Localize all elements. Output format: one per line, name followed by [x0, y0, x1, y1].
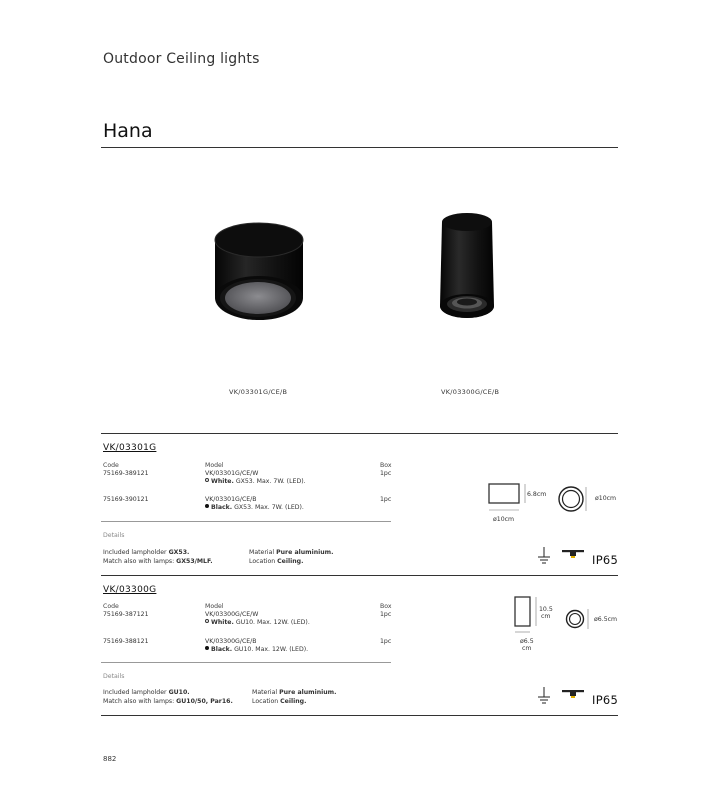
- ground-symbol-icon: [536, 686, 552, 704]
- row-spec: White. GX53. Max. 7W. (LED).: [205, 478, 306, 486]
- black-dot-icon: [205, 646, 209, 650]
- col-header-code: Code: [103, 603, 119, 610]
- row-model: VK/03300G/CE/B: [205, 638, 257, 645]
- row-code: 75169-387121: [103, 611, 149, 618]
- row-code: 75169-390121: [103, 496, 149, 503]
- col-header-box: Box: [380, 603, 392, 610]
- row-box: 1pc: [380, 470, 392, 477]
- dim-diameter: ø6.5cm: [594, 616, 618, 623]
- ip-rating: IP65: [592, 693, 619, 707]
- section-divider: [101, 575, 618, 576]
- col-header-box: Box: [380, 462, 392, 469]
- dim-height-unit: cm: [541, 613, 551, 620]
- table-divider: [101, 521, 391, 522]
- ground-symbol-icon: [536, 546, 552, 564]
- section-title: VK/03301G: [103, 443, 157, 453]
- product-image-vk03300g: [438, 210, 498, 325]
- dim-height: 6.8cm: [527, 491, 547, 498]
- section-divider: [101, 433, 618, 434]
- detail-lampholder: Included lampholder GX53.: [103, 549, 190, 556]
- product-image-vk03301g: [205, 218, 315, 328]
- row-spec: Black. GX53. Max. 7W. (LED).: [205, 504, 304, 512]
- white-dot-icon: [205, 478, 209, 482]
- details-label: Details: [103, 673, 125, 680]
- ceiling-mount-icon: [561, 688, 585, 702]
- detail-lamps: Match also with lamps: GX53/MLF.: [103, 558, 213, 565]
- ip-rating: IP65: [592, 553, 619, 567]
- category-title: Outdoor Ceiling lights: [103, 51, 260, 67]
- table-divider: [101, 662, 391, 663]
- row-code: 75169-389121: [103, 470, 149, 477]
- row-spec: White. GU10. Max. 12W. (LED).: [205, 619, 310, 627]
- section-divider: [101, 715, 618, 716]
- row-box: 1pc: [380, 638, 392, 645]
- product-title: Hana: [103, 120, 153, 142]
- details-label: Details: [103, 532, 125, 539]
- col-header-model: Model: [205, 603, 224, 610]
- row-model: VK/03301G/CE/W: [205, 470, 259, 477]
- dim-diameter: ø10cm: [595, 495, 617, 502]
- row-code: 75169-388121: [103, 638, 149, 645]
- image-label: VK/03301G/CE/B: [229, 388, 288, 396]
- title-divider: [101, 147, 618, 148]
- detail-location: Location Ceiling.: [249, 558, 304, 565]
- row-model: VK/03300G/CE/W: [205, 611, 259, 618]
- black-dot-icon: [205, 504, 209, 508]
- detail-location: Location Ceiling.: [252, 698, 307, 705]
- detail-lampholder: Included lampholder GU10.: [103, 689, 190, 696]
- page-number: 882: [103, 755, 117, 763]
- image-label: VK/03300G/CE/B: [441, 388, 500, 396]
- row-spec: Black. GU10. Max. 12W. (LED).: [205, 646, 308, 654]
- col-header-code: Code: [103, 462, 119, 469]
- section-title: VK/03300G: [103, 585, 157, 595]
- white-dot-icon: [205, 619, 209, 623]
- ceiling-mount-icon: [561, 548, 585, 562]
- row-model: VK/03301G/CE/B: [205, 496, 257, 503]
- detail-lamps: Match also with lamps: GU10/50, Par16.: [103, 698, 233, 705]
- dim-height: 10.5: [539, 606, 553, 613]
- dim-width-unit: cm: [522, 645, 532, 652]
- row-box: 1pc: [380, 611, 392, 618]
- dim-width: ø10cm: [493, 516, 515, 523]
- col-header-model: Model: [205, 462, 224, 469]
- row-box: 1pc: [380, 496, 392, 503]
- dim-width: ø6.5: [520, 638, 534, 645]
- detail-material: Material Pure aluminium.: [249, 549, 334, 556]
- detail-material: Material Pure aluminium.: [252, 689, 337, 696]
